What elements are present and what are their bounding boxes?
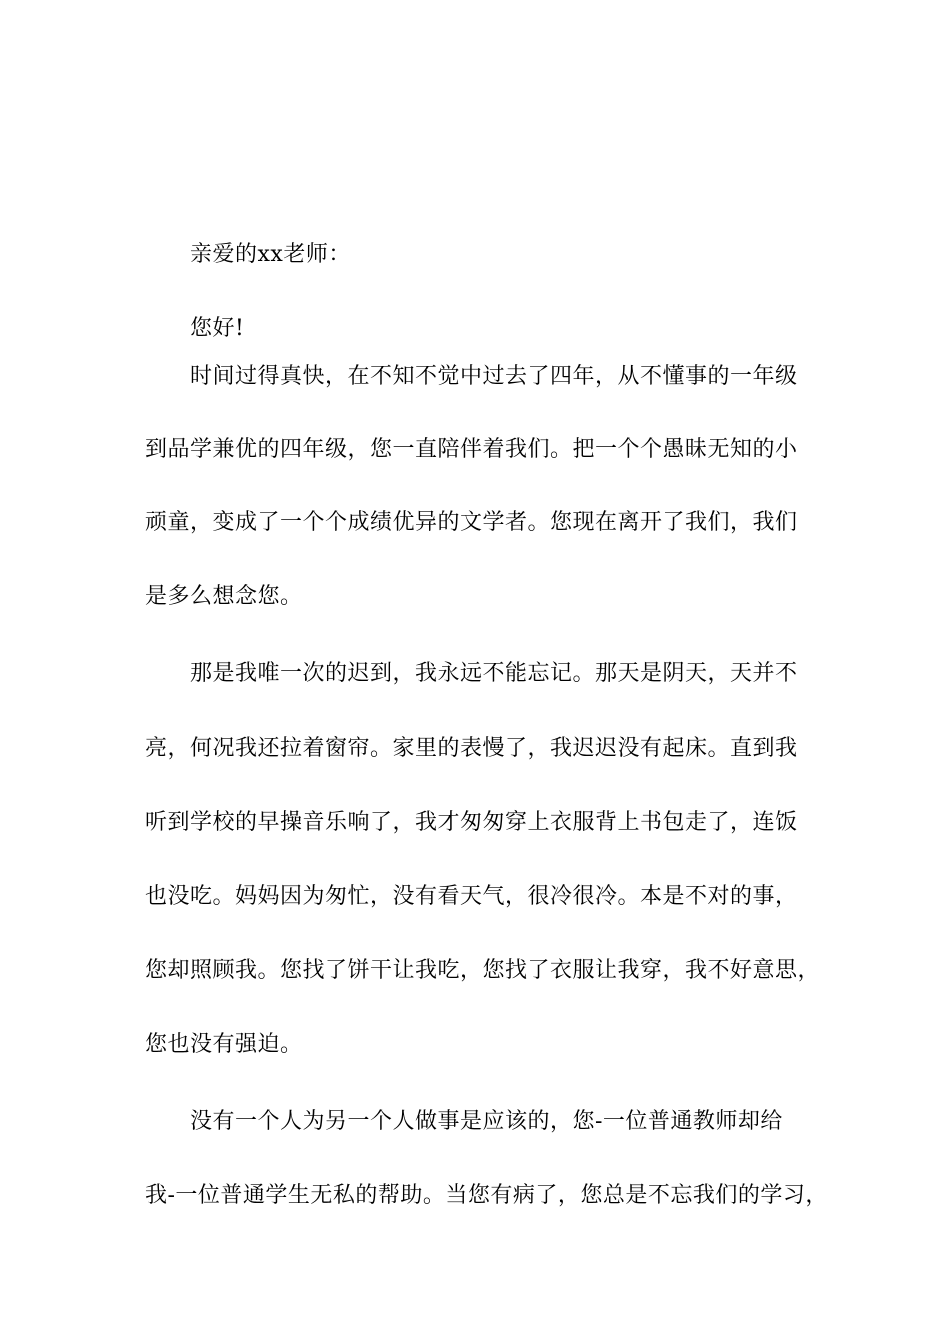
paragraph-2-line-2: 亮，何况我还拉着窗帘。家里的表慢了，我迟迟没有起床。直到我 (145, 736, 798, 761)
paragraph-1-line-1: 时间过得真快，在不知不觉中过去了四年，从不懂事的一年级 (190, 364, 798, 389)
paragraph-2-line-4: 也没吃。妈妈因为匆忙，没有看天气，很冷很冷。本是不对的事， (145, 884, 798, 909)
paragraph-2-line-5: 您却照顾我。您找了饼干让我吃，您找了衣服让我穿，我不好意思， (145, 958, 821, 983)
paragraph-2-line-3: 听到学校的早操音乐响了，我才匆匆穿上衣服背上书包走了，连饭 (145, 810, 798, 835)
paragraph-2-line-1: 那是我唯一次的迟到，我永远不能忘记。那天是阴天，天并不 (190, 661, 798, 686)
greeting: 您好! (190, 316, 245, 341)
paragraph-3-line-2: 我-一位普通学生无私的帮助。当您有病了，您总是不忘我们的学习， (145, 1183, 828, 1208)
salutation: 亲爱的xx老师： (190, 242, 351, 267)
paragraph-1-line-4: 是多么想念您。 (145, 584, 303, 609)
paragraph-1-line-3: 顽童，变成了一个个成绩优异的文学者。您现在离开了我们，我们 (145, 510, 798, 535)
paragraph-1-line-2: 到品学兼优的四年级，您一直陪伴着我们。把一个个愚昧无知的小 (145, 437, 798, 462)
paragraph-3-line-1: 没有一个人为另一个人做事是应该的，您-一位普通教师却给 (190, 1109, 783, 1134)
paragraph-2-line-6: 您也没有强迫。 (145, 1032, 303, 1057)
